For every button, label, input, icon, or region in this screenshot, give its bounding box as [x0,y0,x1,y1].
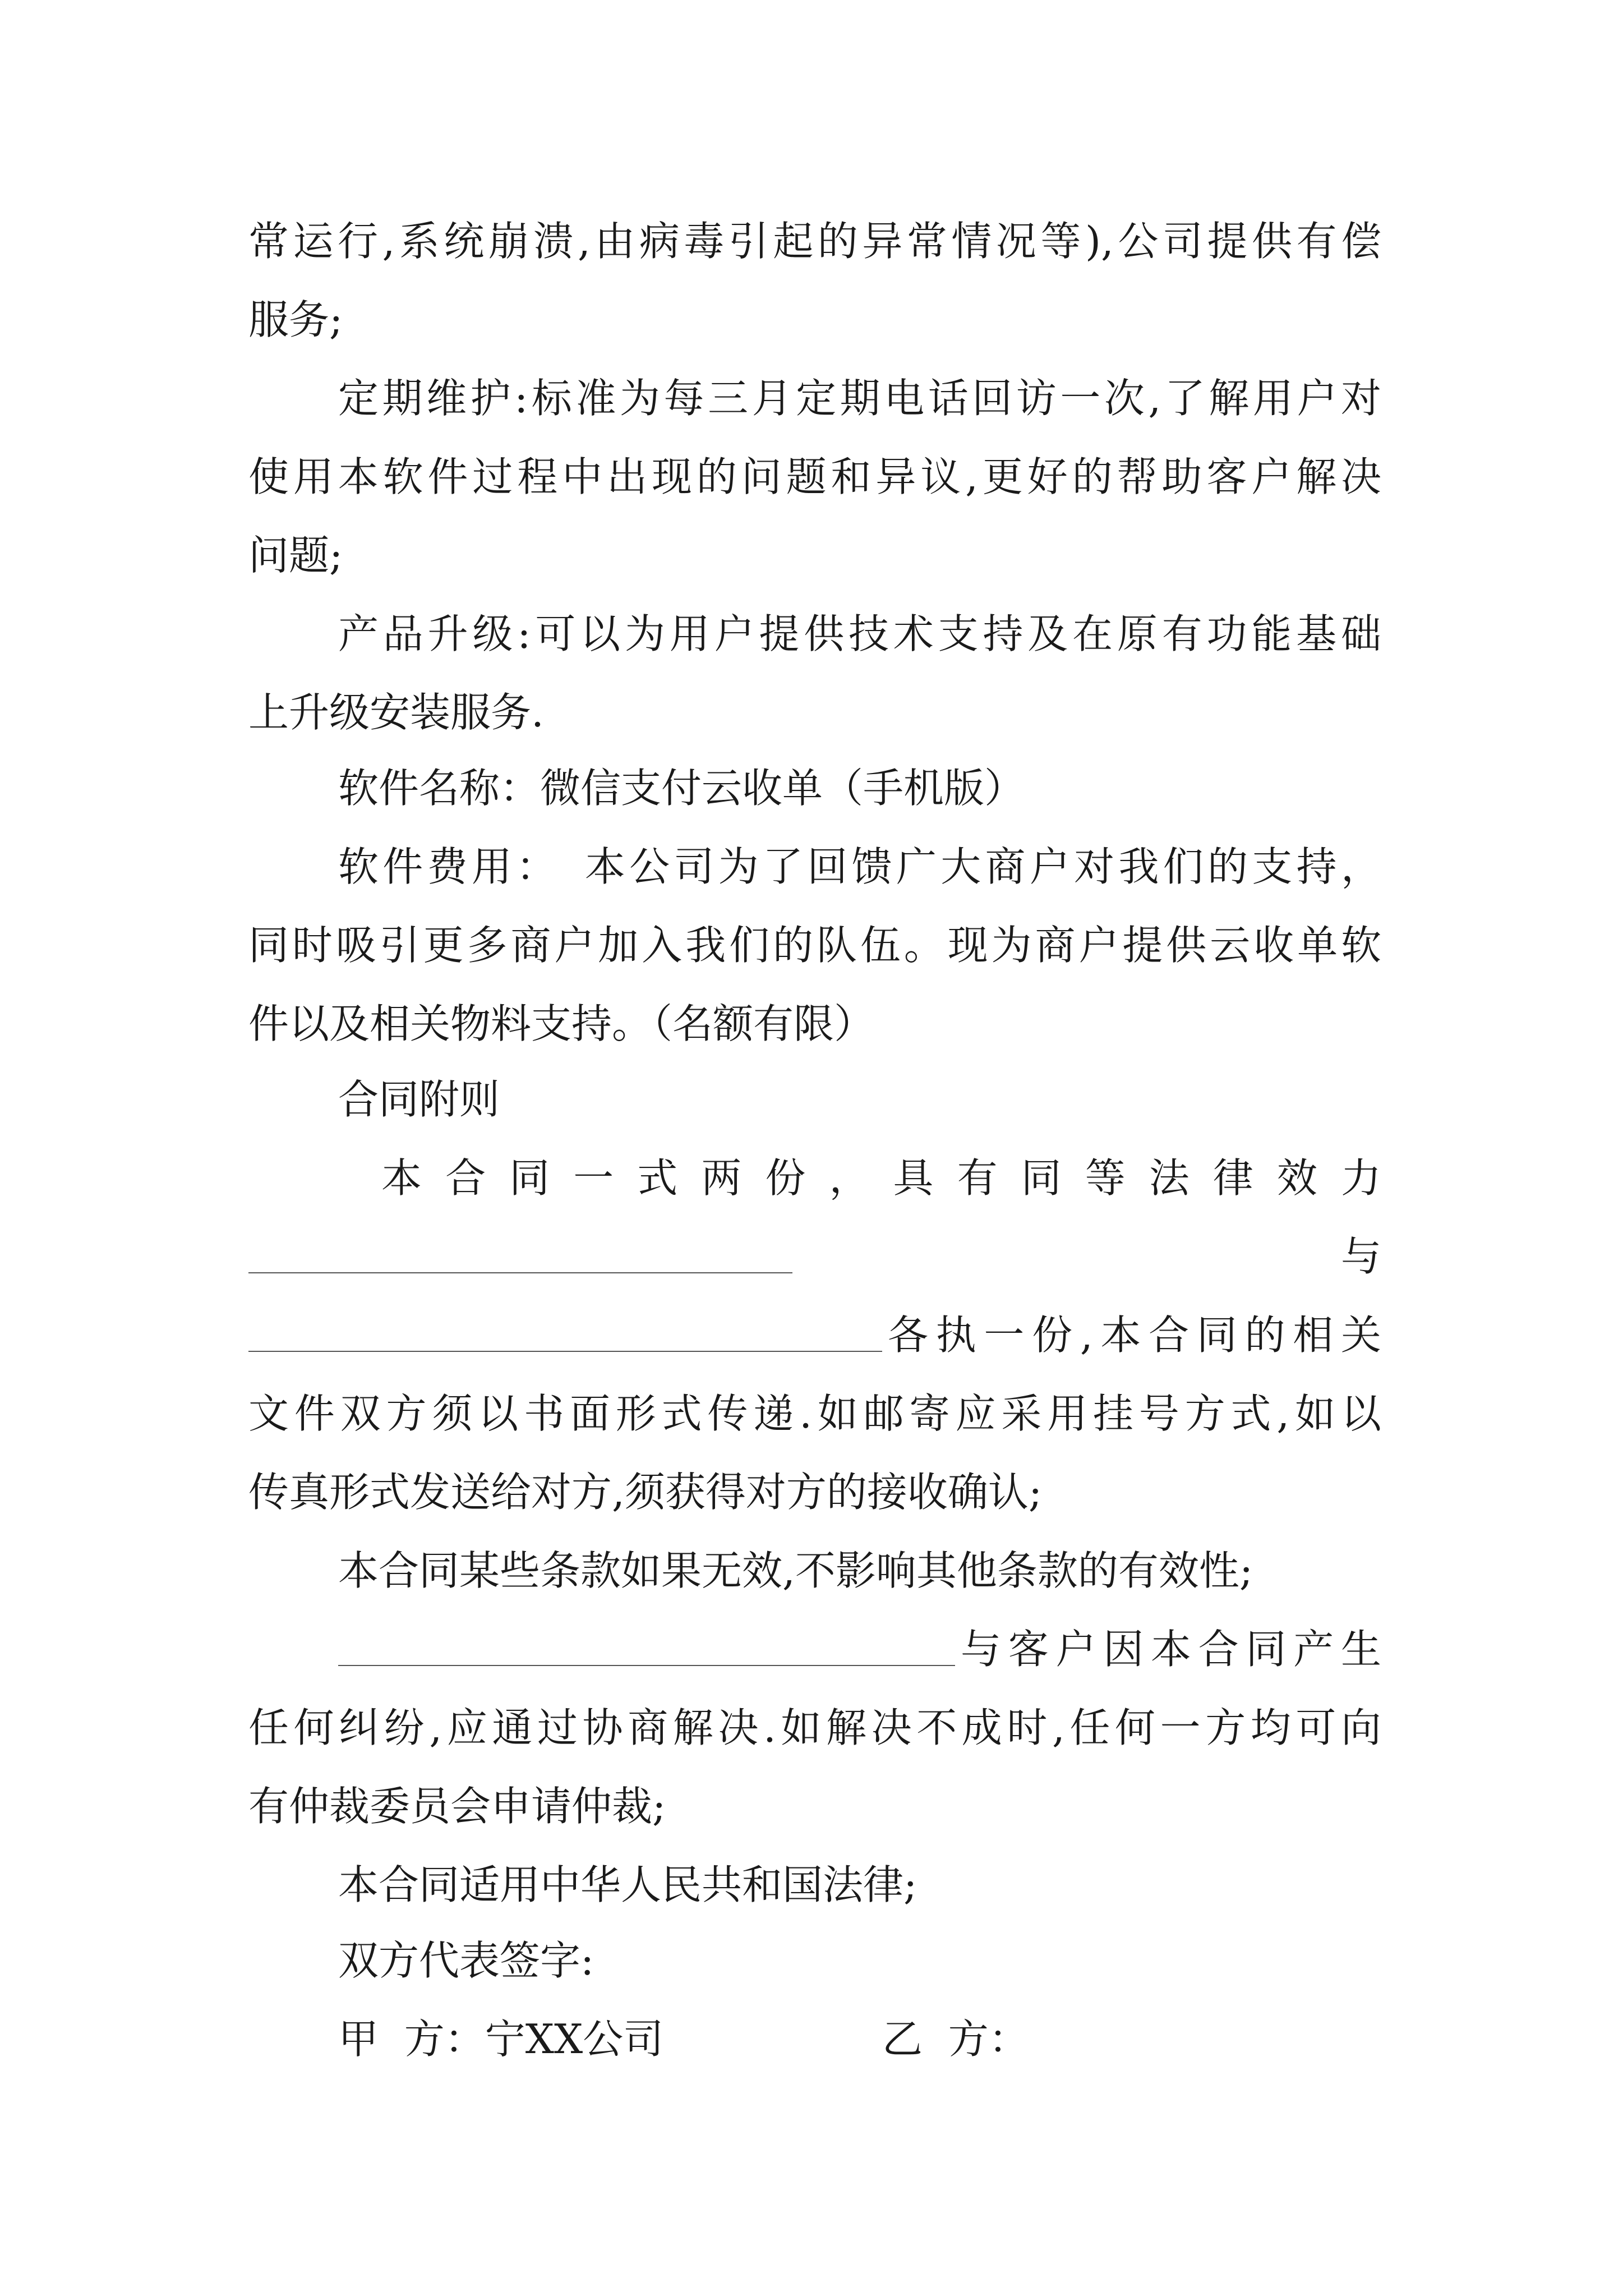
paragraph-line: 本合同适用中华人民共和国法律; [338,1861,917,1908]
paragraph-line: 文件双方须以书面形式传递.如邮寄应采用挂号方式,如以 [248,1390,1381,1437]
paragraph-line: 件以及相关物料支持。（名额有限） [248,1000,875,1047]
paragraph-line: 服务; [248,296,343,343]
signature-heading: 双方代表签字: [338,1937,594,1984]
party-blank-line [338,1610,1381,1688]
party-b: 乙 方： [882,2016,1029,2063]
section-heading: 合同附则 [338,1076,500,1123]
paragraph-line: 本合同某些条款如果无效,不影响其他条款的有效性; [338,1547,1253,1594]
blank-field [248,1241,792,1273]
blank-field [338,1634,955,1666]
paragraph-line: 上升级安装服务. [248,689,544,736]
paragraph-line: 常运行,系统崩溃,由病毒引起的异常情况等),公司提供有偿 [248,218,1381,265]
blank-field [248,1319,882,1352]
with-text: 与 [1340,1233,1381,1280]
paragraph-line: 任何纠纷,应通过协商解决.如解决不成时,任何一方均可向 [248,1704,1381,1751]
paragraph-line: 产品升级:可以为用户提供技术支持及在原有功能基础 [338,610,1381,657]
paragraph-line [381,1139,1381,1217]
software-fee-line: 软件费用： 本公司为了回馈广大商户对我们的支持， [338,843,1381,890]
paragraph-line: 传真形式发送给对方,须获得对方的接收确认; [248,1469,1043,1516]
paragraph-line: 定期维护:标准为每三月定期电话回访一次,了解用户对 [338,375,1381,422]
party-blank-line [248,1217,1381,1296]
software-name-line: 软件名称：微信支付云收单（手机版） [338,765,1025,812]
paragraph-text: 与客户因本合同产生 [961,1626,1381,1673]
party-a: 甲 方：宁XX公司 [338,2016,664,2063]
copies-text: 本 合 同 一 式 两 份 ， 具 有 同 等 法 律 效 力 [381,1154,1381,1202]
paragraph-line: 有仲裁委员会申请仲裁; [248,1783,666,1830]
paragraph-line: 使用本软件过程中出现的问题和异议,更好的帮助客户解决 [248,453,1381,500]
paragraph-text: 各执一份,本合同的相关 [888,1312,1381,1359]
party-blank-line [248,1296,1381,1374]
signature-row [338,2000,1381,2078]
paragraph-line: 问题; [248,532,343,579]
paragraph-line: 同时吸引更多商户加入我们的队伍。现为商户提供云收单软 [248,922,1381,969]
